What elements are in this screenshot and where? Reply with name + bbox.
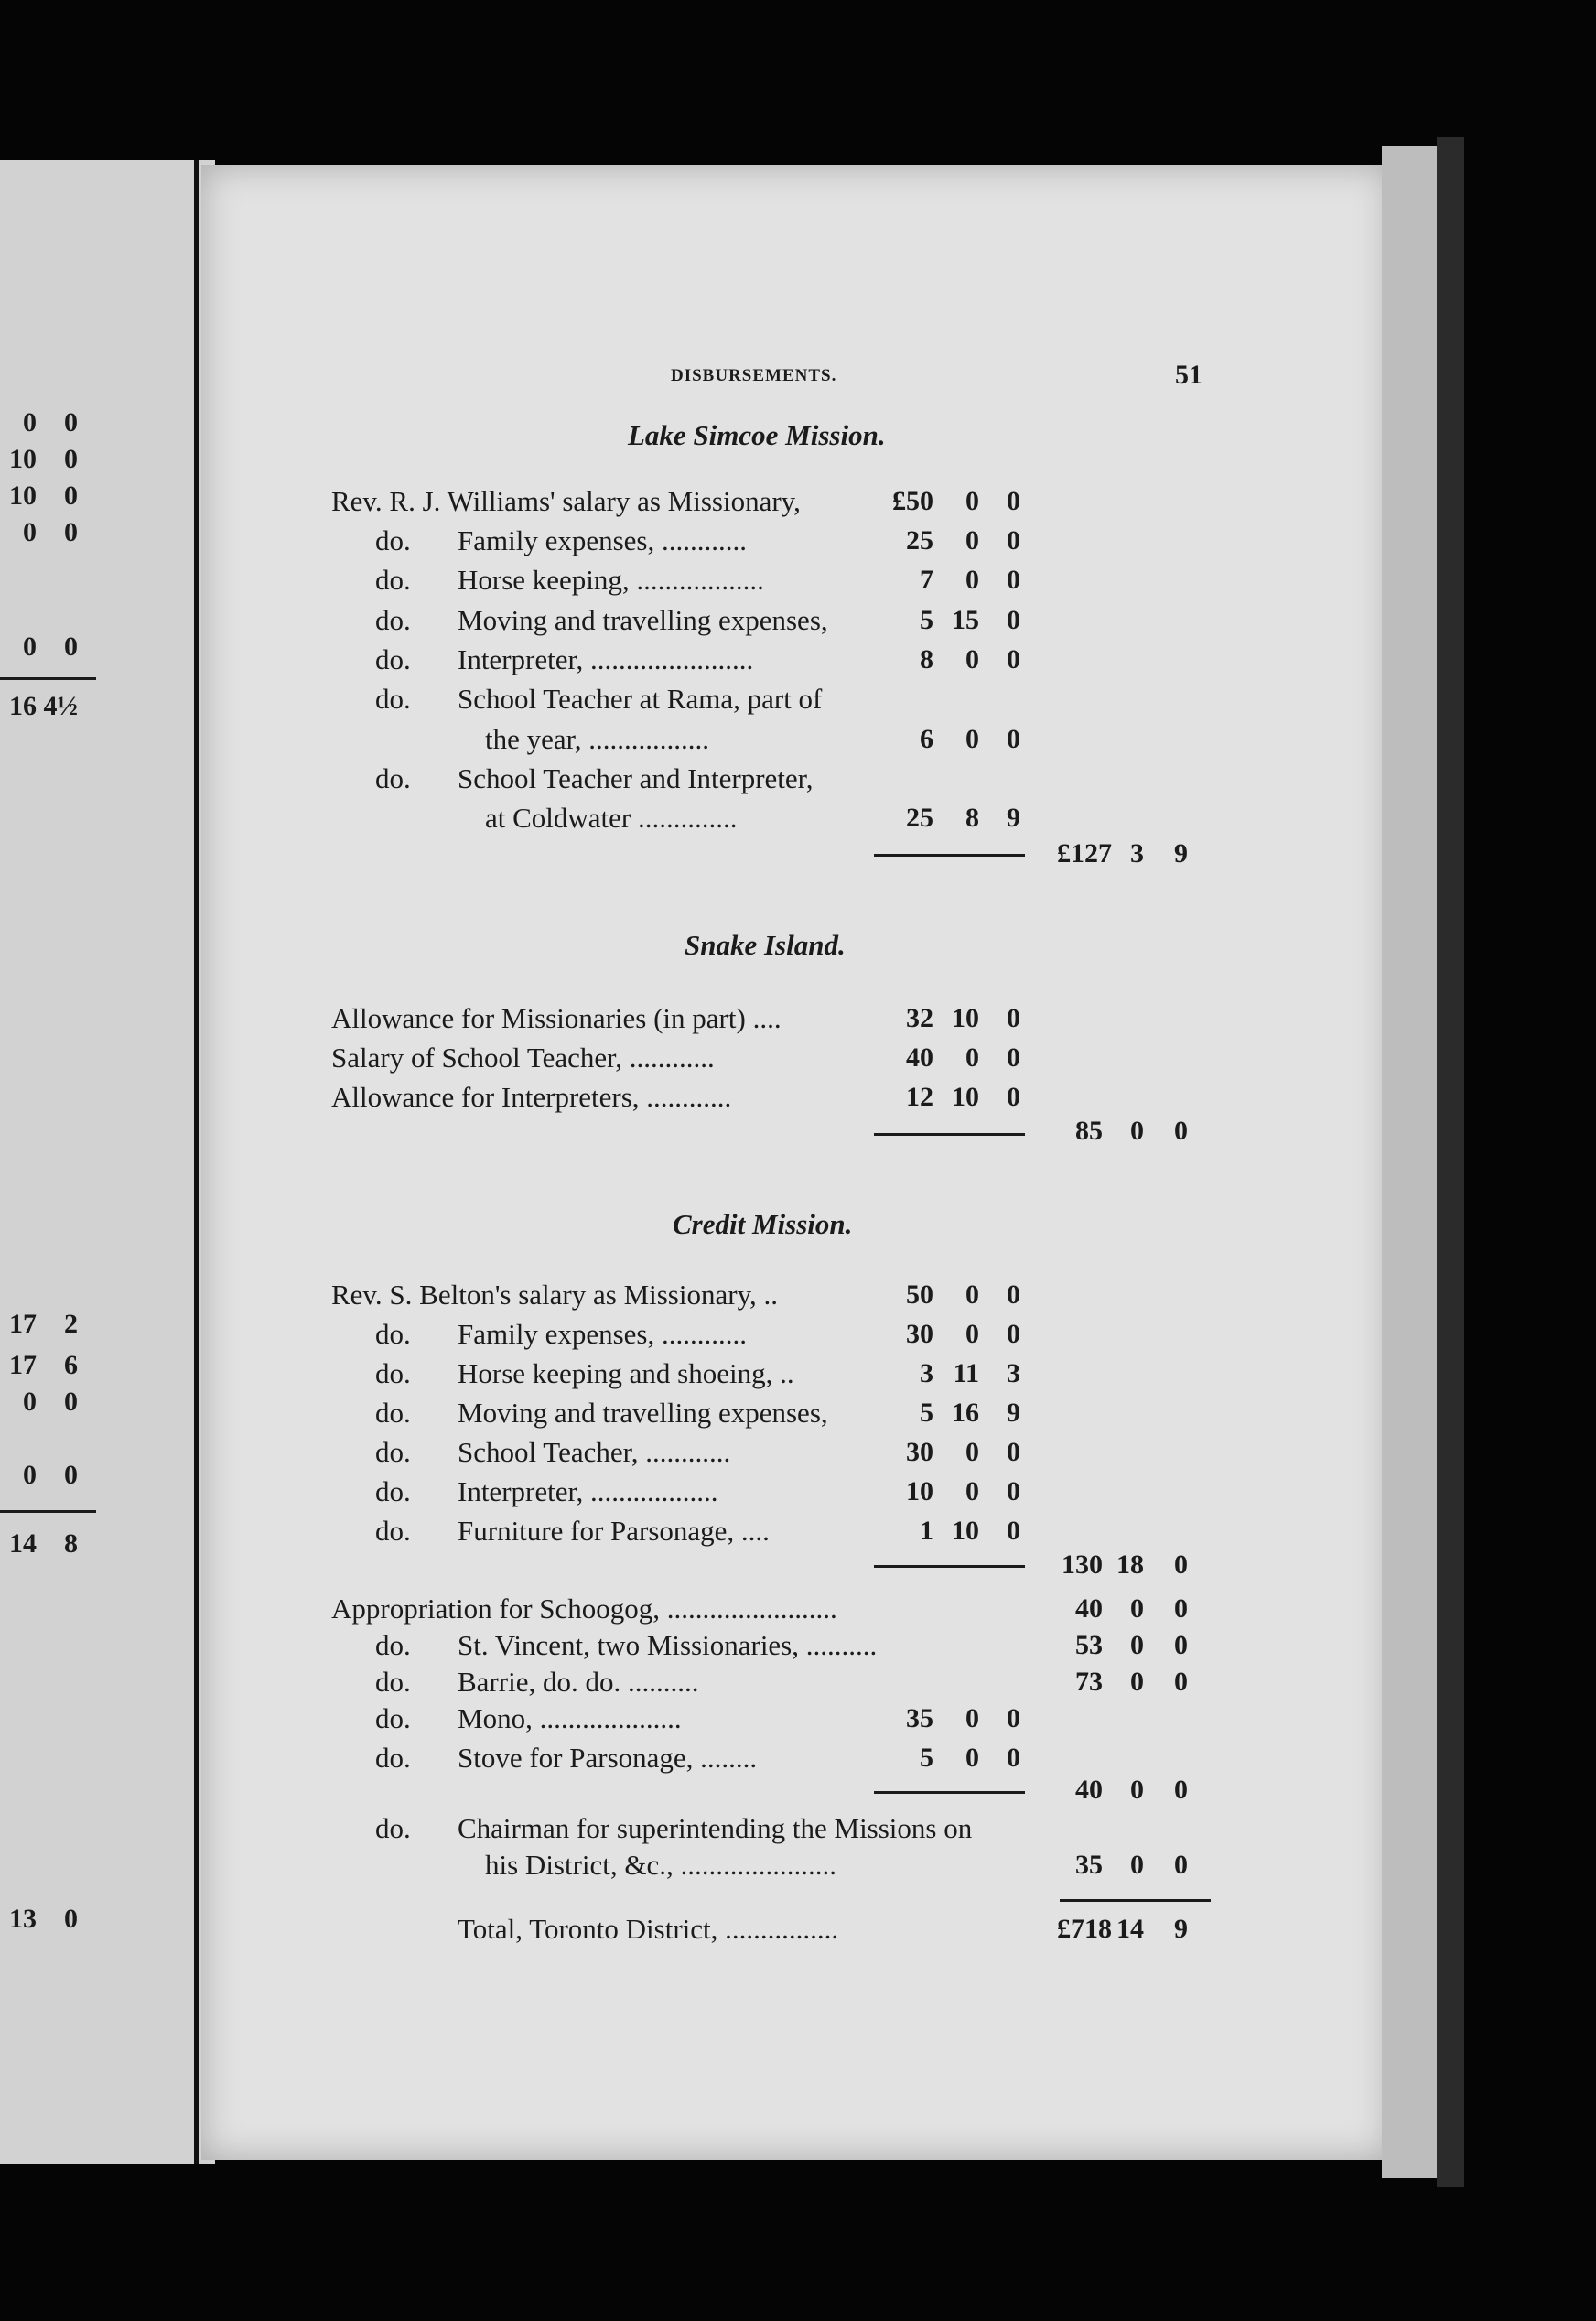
entry-description: Stove for Parsonage, ........ bbox=[458, 1742, 758, 1774]
entry-description: Family expenses, ............ bbox=[458, 1318, 747, 1350]
left-fragment-value: 0 bbox=[64, 1460, 78, 1490]
entry-description: Interpreter, .................. bbox=[458, 1475, 718, 1507]
entry-description: Family expenses, ............ bbox=[458, 524, 747, 556]
amount-shillings: 0 bbox=[965, 1042, 979, 1073]
amount-pounds: 85 bbox=[1075, 1116, 1103, 1146]
amount-pounds: 50 bbox=[906, 1279, 933, 1310]
ledger-rule bbox=[874, 1791, 1025, 1794]
entry-description: at Coldwater .............. bbox=[485, 802, 738, 834]
amount-pounds: 5 bbox=[920, 1743, 933, 1773]
amount-pence: 0 bbox=[1007, 644, 1020, 675]
amount-pence: 0 bbox=[1007, 1437, 1020, 1467]
amount-pounds: 30 bbox=[906, 1319, 933, 1349]
entry-prefix: do. bbox=[375, 1357, 411, 1389]
section-title: Lake Simcoe Mission. bbox=[628, 419, 886, 451]
entry-prefix: do. bbox=[375, 1515, 411, 1547]
left-fragment-value: 6 bbox=[64, 1350, 78, 1380]
amount-pence: 9 bbox=[1007, 1398, 1020, 1428]
left-fragment-value: 10 bbox=[9, 444, 37, 474]
amount-pounds: £50 bbox=[892, 486, 933, 516]
left-fragment-value: 17 bbox=[9, 1309, 37, 1339]
entry-prefix: do. bbox=[375, 564, 411, 596]
entry-prefix: do. bbox=[375, 1702, 411, 1734]
entry-prefix: do. bbox=[375, 1436, 411, 1468]
amount-pence: 3 bbox=[1007, 1358, 1020, 1388]
entry-prefix: do. bbox=[375, 1318, 411, 1350]
entry-description: the year, ................. bbox=[485, 723, 709, 755]
entry-description: Allowance for Missionaries (in part) .... bbox=[331, 1002, 782, 1034]
amount-pounds: 6 bbox=[920, 724, 933, 754]
amount-shillings: 0 bbox=[965, 724, 979, 754]
left-fragment-value: 0 bbox=[64, 1904, 78, 1934]
grand-total-label: Total, Toronto District, ................ bbox=[458, 1913, 839, 1945]
amount-pence: 0 bbox=[1007, 1082, 1020, 1112]
amount-pence: 0 bbox=[1007, 1042, 1020, 1073]
entry-description: School Teacher at Rama, part of bbox=[458, 683, 823, 715]
entry-prefix: do. bbox=[375, 643, 411, 675]
amount-pence: 0 bbox=[1007, 1319, 1020, 1349]
ledger-rule bbox=[874, 1133, 1025, 1136]
ledger-rule bbox=[874, 1565, 1025, 1568]
entry-prefix: do. bbox=[375, 1666, 411, 1698]
left-fragment-value: 0 bbox=[64, 517, 78, 547]
entry-description: Allowance for Interpreters, ............ bbox=[331, 1081, 732, 1113]
left-fragment-value: 0 bbox=[64, 480, 78, 511]
amount-pence: 0 bbox=[1007, 486, 1020, 516]
amount-pence: 0 bbox=[1007, 1003, 1020, 1033]
ledger-rule bbox=[1060, 1899, 1211, 1902]
ledger-rule bbox=[0, 677, 96, 680]
amount-shillings: 16 bbox=[952, 1398, 979, 1428]
amount-pence: 0 bbox=[1007, 1703, 1020, 1733]
entry-prefix: do. bbox=[375, 1397, 411, 1429]
amount-shillings: 0 bbox=[965, 1703, 979, 1733]
amount-shillings: 0 bbox=[965, 1319, 979, 1349]
amount-shillings: 0 bbox=[1130, 1850, 1144, 1880]
amount-shillings: 11 bbox=[953, 1358, 979, 1388]
amount-pounds: 1 bbox=[920, 1516, 933, 1546]
left-fragment-value: 0 bbox=[64, 444, 78, 474]
amount-shillings: 18 bbox=[1116, 1549, 1144, 1580]
amount-pounds: 40 bbox=[1075, 1775, 1103, 1805]
amount-shillings: 10 bbox=[952, 1003, 979, 1033]
amount-shillings: 0 bbox=[965, 1743, 979, 1773]
entry-prefix: do. bbox=[375, 1629, 411, 1661]
entry-description: Salary of School Teacher, ............ bbox=[331, 1042, 715, 1074]
amount-pounds: 5 bbox=[920, 1398, 933, 1428]
amount-pounds: 35 bbox=[1075, 1850, 1103, 1880]
left-fragment-value: 17 bbox=[9, 1350, 37, 1380]
left-fragment-value: 0 bbox=[23, 1460, 37, 1490]
gutter-line bbox=[194, 160, 200, 2164]
left-fragment-value: 0 bbox=[64, 632, 78, 662]
amount-pence: 0 bbox=[1174, 1630, 1188, 1660]
page-number: 51 bbox=[1175, 360, 1202, 390]
amount-shillings: 0 bbox=[965, 525, 979, 556]
entry-description: Horse keeping and shoeing, .. bbox=[458, 1357, 794, 1389]
entry-description: his District, &c., ...................... bbox=[485, 1849, 837, 1881]
amount-pounds: 8 bbox=[920, 644, 933, 675]
left-fragment-value: 14 bbox=[9, 1528, 37, 1559]
amount-pence: 0 bbox=[1174, 1667, 1188, 1697]
amount-pounds: £718 bbox=[1057, 1914, 1112, 1944]
amount-pence: 0 bbox=[1007, 1476, 1020, 1506]
amount-shillings: 0 bbox=[1130, 1116, 1144, 1146]
entry-description: School Teacher and Interpreter, bbox=[458, 762, 814, 794]
entry-prefix: do. bbox=[375, 604, 411, 636]
entry-description: Furniture for Parsonage, .... bbox=[458, 1515, 770, 1547]
amount-pounds: 40 bbox=[906, 1042, 933, 1073]
book-cover-edge bbox=[1437, 137, 1464, 2187]
amount-pence: 0 bbox=[1007, 1516, 1020, 1546]
left-fragment-value: 8 bbox=[64, 1528, 78, 1559]
amount-pounds: 25 bbox=[906, 803, 933, 833]
amount-shillings: 3 bbox=[1130, 838, 1144, 869]
entry-description: Interpreter, ....................... bbox=[458, 643, 754, 675]
left-fragment-value: 0 bbox=[23, 407, 37, 437]
entry-description: Mono, .................... bbox=[458, 1702, 682, 1734]
amount-shillings: 0 bbox=[965, 565, 979, 595]
left-fragment-value: 0 bbox=[23, 632, 37, 662]
amount-pence: 0 bbox=[1007, 605, 1020, 635]
entry-prefix: do. bbox=[375, 1475, 411, 1507]
amount-pence: 9 bbox=[1007, 803, 1020, 833]
amount-shillings: 0 bbox=[1130, 1630, 1144, 1660]
amount-shillings: 14 bbox=[1116, 1914, 1144, 1944]
amount-pence: 0 bbox=[1174, 1593, 1188, 1624]
entry-prefix: do. bbox=[375, 683, 411, 715]
amount-pounds: 32 bbox=[906, 1003, 933, 1033]
amount-pence: 9 bbox=[1174, 838, 1188, 869]
entry-prefix: do. bbox=[375, 1742, 411, 1774]
amount-shillings: 0 bbox=[965, 486, 979, 516]
amount-pence: 9 bbox=[1174, 1914, 1188, 1944]
amount-shillings: 0 bbox=[965, 1279, 979, 1310]
amount-pounds: 30 bbox=[906, 1437, 933, 1467]
amount-shillings: 0 bbox=[965, 1437, 979, 1467]
amount-pounds: 53 bbox=[1075, 1630, 1103, 1660]
amount-pounds: 12 bbox=[906, 1082, 933, 1112]
left-fragment-value: 0 bbox=[64, 407, 78, 437]
entry-description: Rev. R. J. Williams' salary as Missionary, bbox=[331, 485, 801, 517]
left-fragment-value: 16 bbox=[9, 691, 37, 721]
left-fragment-value: 0 bbox=[64, 1387, 78, 1417]
amount-pence: 0 bbox=[1174, 1775, 1188, 1805]
entry-description: Horse keeping, .................. bbox=[458, 564, 764, 596]
amount-shillings: 0 bbox=[1130, 1593, 1144, 1624]
left-fragment-value: 0 bbox=[23, 1387, 37, 1417]
left-fragment-value: 13 bbox=[9, 1904, 37, 1934]
ledger-rule bbox=[874, 854, 1025, 857]
amount-pence: 0 bbox=[1007, 724, 1020, 754]
amount-pounds: £127 bbox=[1057, 838, 1112, 869]
running-header: DISBURSEMENTS. bbox=[671, 366, 837, 385]
amount-pence: 0 bbox=[1007, 525, 1020, 556]
amount-pounds: 3 bbox=[920, 1358, 933, 1388]
amount-pence: 0 bbox=[1174, 1850, 1188, 1880]
section-title: Credit Mission. bbox=[673, 1208, 853, 1240]
amount-shillings: 15 bbox=[952, 605, 979, 635]
amount-pounds: 35 bbox=[906, 1703, 933, 1733]
amount-pence: 0 bbox=[1007, 1743, 1020, 1773]
amount-shillings: 0 bbox=[1130, 1667, 1144, 1697]
amount-shillings: 10 bbox=[952, 1516, 979, 1546]
entry-prefix: do. bbox=[375, 762, 411, 794]
amount-shillings: 0 bbox=[965, 644, 979, 675]
entry-description: Barrie, do. do. .......... bbox=[458, 1666, 699, 1698]
entry-prefix: do. bbox=[375, 524, 411, 556]
amount-pounds: 10 bbox=[906, 1476, 933, 1506]
amount-shillings: 8 bbox=[965, 803, 979, 833]
entry-description: Rev. S. Belton's salary as Missionary, .. bbox=[331, 1279, 779, 1311]
amount-shillings: 10 bbox=[952, 1082, 979, 1112]
amount-pence: 0 bbox=[1007, 1279, 1020, 1310]
amount-pounds: 130 bbox=[1062, 1549, 1103, 1580]
entry-description: School Teacher, ............ bbox=[458, 1436, 731, 1468]
page-edge bbox=[1382, 146, 1437, 2178]
entry-description: Moving and travelling expenses, bbox=[458, 1397, 828, 1429]
entry-description: Moving and travelling expenses, bbox=[458, 604, 828, 636]
amount-pence: 0 bbox=[1174, 1549, 1188, 1580]
left-fragment-value: 10 bbox=[9, 480, 37, 511]
amount-shillings: 0 bbox=[965, 1476, 979, 1506]
amount-pounds: 5 bbox=[920, 605, 933, 635]
section-title: Snake Island. bbox=[685, 929, 846, 961]
amount-pence: 0 bbox=[1007, 565, 1020, 595]
ledger-rule bbox=[0, 1510, 96, 1513]
entry-prefix: do. bbox=[375, 1812, 411, 1844]
amount-shillings: 0 bbox=[1130, 1775, 1144, 1805]
amount-pounds: 7 bbox=[920, 565, 933, 595]
amount-pounds: 73 bbox=[1075, 1667, 1103, 1697]
amount-pounds: 40 bbox=[1075, 1593, 1103, 1624]
entry-description: St. Vincent, two Missionaries, .......... bbox=[458, 1629, 878, 1661]
left-fragment-value: 4½ bbox=[43, 691, 78, 721]
amount-pence: 0 bbox=[1174, 1116, 1188, 1146]
entry-description: Chairman for superintending the Missions on bbox=[458, 1812, 973, 1844]
amount-pounds: 25 bbox=[906, 525, 933, 556]
left-fragment-value: 2 bbox=[64, 1309, 78, 1339]
entry-description: Appropriation for Schoogog, ........................ bbox=[331, 1592, 837, 1625]
left-fragment-value: 0 bbox=[23, 517, 37, 547]
